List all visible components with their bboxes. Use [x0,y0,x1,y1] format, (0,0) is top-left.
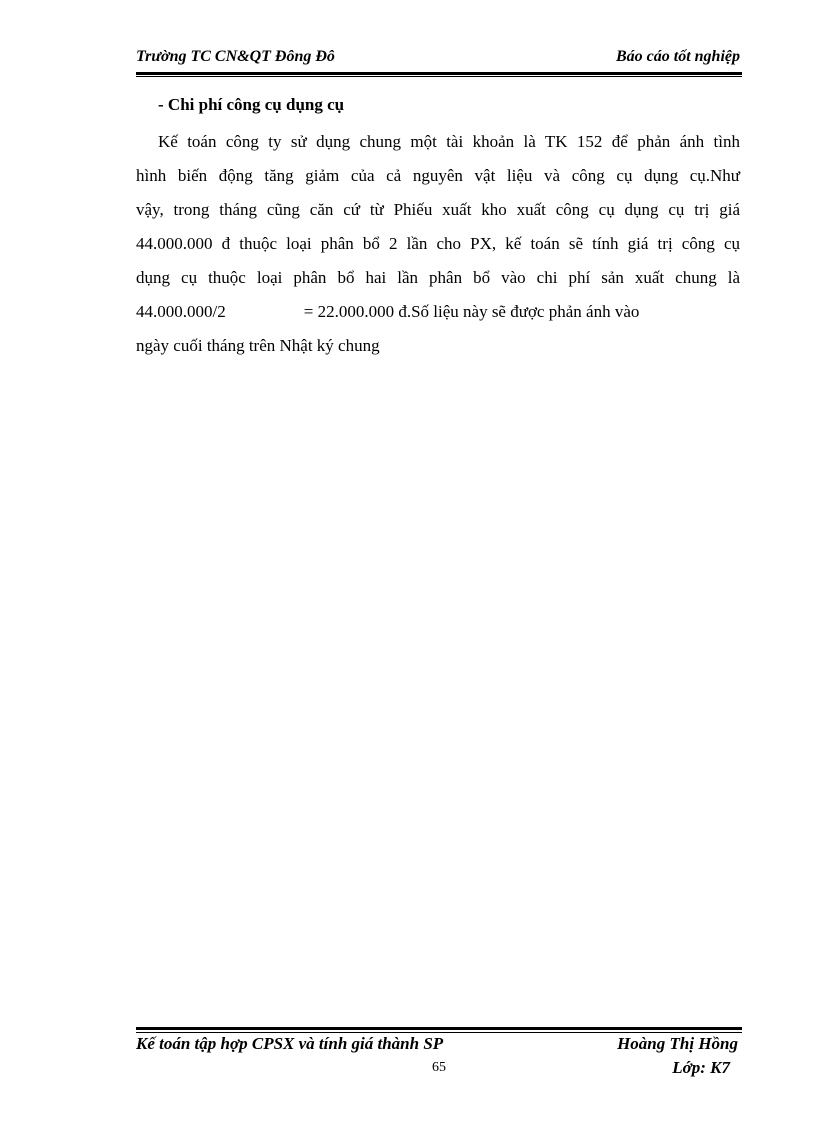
page-header [136,48,740,70]
paragraph-line: Kế toán công ty sử dụng chung một tài khoản là TK 152 để phản ánh tình [158,132,740,151]
formula-line [136,295,740,329]
paragraph-line: ngày cuối tháng trên Nhật ký chung [136,336,380,355]
footer-report-title: Kế toán tập hợp CPSX và tính giá thành SP [136,1034,444,1053]
paragraph-line: vậy, trong tháng cũng căn cứ từ Phiếu xuất kho xuất công cụ dụng cụ trị giá [136,200,740,219]
header-school-name: Trường TC CN&QT Đông Đô [136,48,335,65]
footer-rule-thin [136,1032,742,1033]
body-paragraph [136,125,740,363]
header-report-type: Báo cáo tốt nghiệp [615,48,740,65]
formula-right: = 22.000.000 đ.Số liệu này sẽ được phản ánh vào [303,302,640,321]
paragraph-line: dụng cụ thuộc loại phân bổ hai lần phân bổ vào chi phí sản xuất chung là [136,268,740,287]
page-number: 65 [432,1060,446,1075]
footer-author: Hoàng Thị Hồng [617,1034,738,1053]
paragraph-line: 44.000.000 đ thuộc loại phân bổ 2 lần cho PX, kế toán sẽ tính giá trị công cụ [136,234,740,253]
formula-left: 44.000.000/2 [136,302,226,321]
footer-class: Lớp: K7 [672,1058,730,1077]
footer-rule-thick [136,1027,742,1030]
paragraph-line: hình biến động tăng giảm của cả nguyên vật liệu và công cụ dụng cụ.Như [136,166,740,185]
header-rule-thin [136,76,742,77]
section-heading: - Chi phí công cụ dụng cụ [158,95,345,114]
header-rule-thick [136,72,742,75]
